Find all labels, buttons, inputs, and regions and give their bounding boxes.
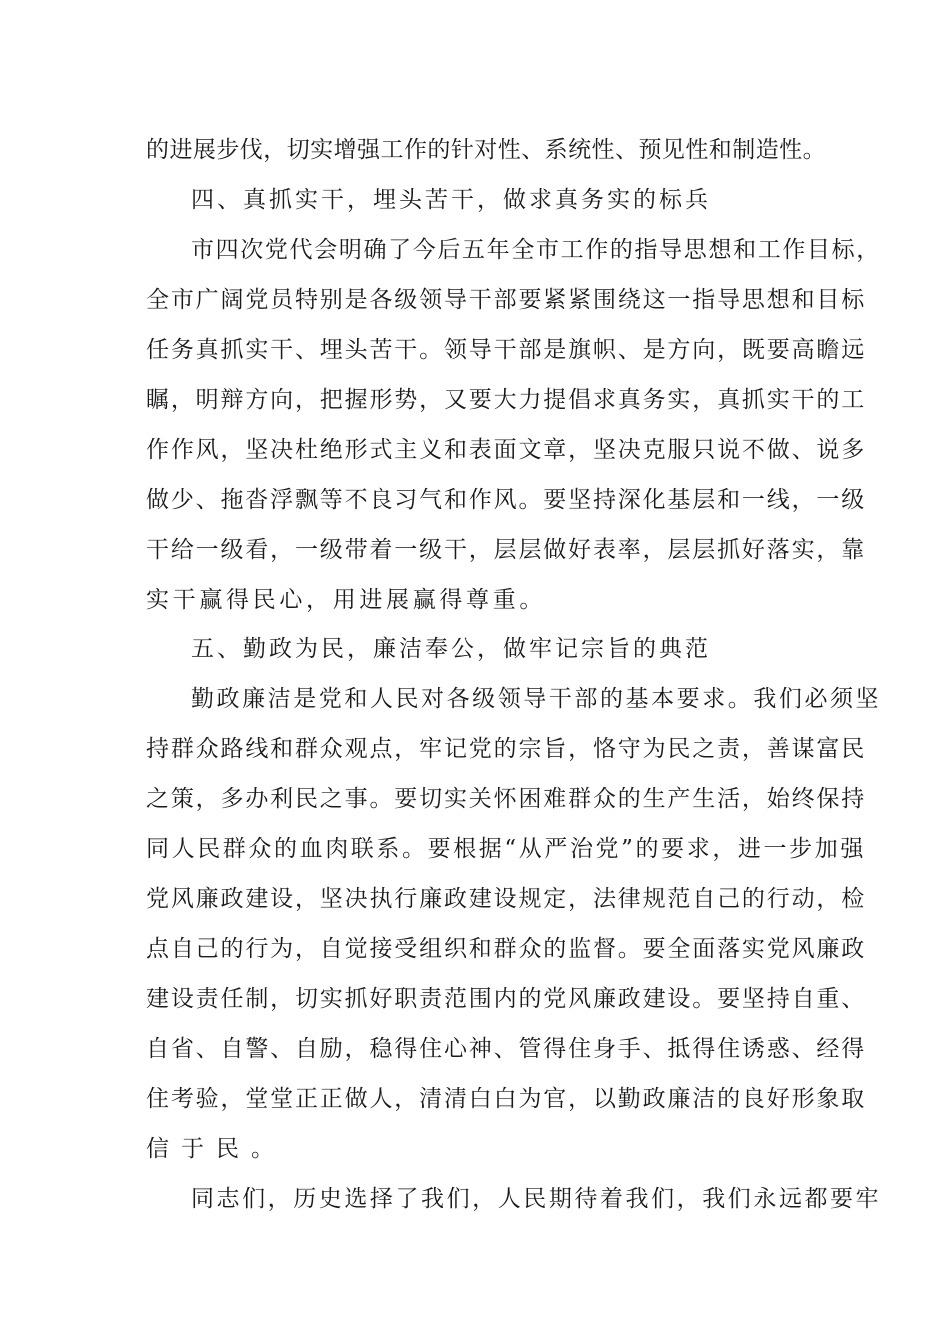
text-line: 市四次党代会明确了今后五年全市工作的指导思想和工作目标， [191, 237, 881, 263]
text-line: 自省、自警、自励，稳得住心神、管得住身手、抵得住诱惑、经得 [146, 1036, 866, 1062]
text-line: 全市广阔党员特别是各级领导干部要紧紧围绕这一指导思想和目标 [146, 287, 866, 313]
text-line: 的进展步伐，切实增强工作的针对性、系统性、预见性和制造性。 [146, 137, 826, 163]
text-line: 任务真抓实干、埋头苦干。领导干部是旗帜、是方向，既要高瞻远 [146, 337, 866, 363]
section-heading: 五、勤政为民，廉洁奉公，做牢记宗旨的典范 [191, 636, 711, 662]
text-line: 持群众路线和群众观点，牢记党的宗旨，恪守为民之责，善谋富民 [146, 736, 866, 762]
text-line: 作作风，坚决杜绝形式主义和表面文章，坚决克服只说不做、说多 [146, 437, 866, 463]
text-line: 信于民。 [146, 1136, 286, 1162]
text-line: 党风廉政建设，坚决执行廉政建设规定，法律规范自己的行动，检 [146, 886, 866, 912]
text-line: 同人民群众的血肉联系。要根据“从严治党”的要求，进一步加强 [146, 836, 866, 862]
text-line: 实干赢得民心，用进展赢得尊重。 [146, 587, 546, 613]
text-line: 做少、拖沓浮飘等不良习气和作风。要坚持深化基层和一线，一级 [146, 487, 866, 513]
text-line: 干给一级看，一级带着一级干，层层做好表率，层层抓好落实，靠 [146, 537, 866, 563]
text-line: 瞩，明辩方向，把握形势，又要大力提倡求真务实，真抓实干的工 [146, 387, 866, 413]
text-line: 点自己的行为，自觉接受组织和群众的监督。要全面落实党风廉政 [146, 936, 866, 962]
text-line: 建设责任制，切实抓好职责范围内的党风廉政建设。要坚持自重、 [146, 986, 866, 1012]
section-heading: 四、真抓实干，埋头苦干，做求真务实的标兵 [191, 187, 711, 213]
text-line: 勤政廉洁是党和人民对各级领导干部的基本要求。我们必须坚 [191, 686, 881, 712]
text-line: 同志们，历史选择了我们，人民期待着我们，我们永远都要牢 [191, 1186, 881, 1212]
text-line: 之策，多办利民之事。要切实关怀困难群众的生产生活，始终保持 [146, 786, 866, 812]
text-line: 住考验，堂堂正正做人，清清白白为官，以勤政廉洁的良好形象取 [146, 1086, 866, 1112]
